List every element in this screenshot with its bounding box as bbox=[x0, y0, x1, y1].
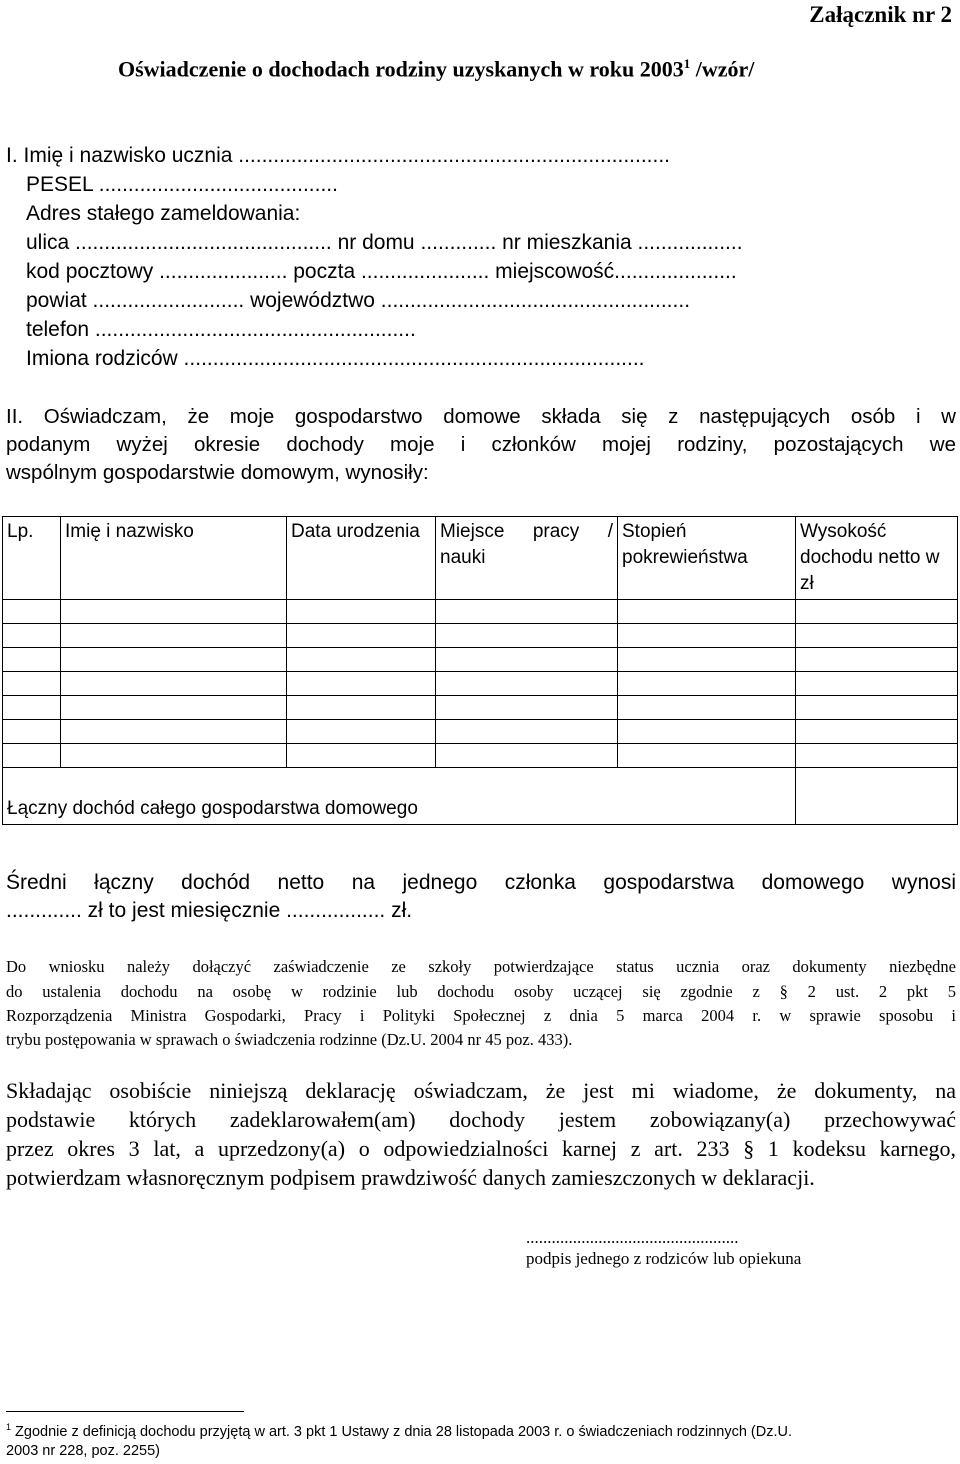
parents-names-field: Imiona rodziców ............................................................................... bbox=[26, 347, 645, 370]
footnote-line: 2003 nr 228, poz. 2255) bbox=[6, 1442, 160, 1459]
note-line: trybu postępowania w sprawach o świadczenia rodzinne (Dz.U. 2004 nr 45 poz. 433). bbox=[6, 1030, 573, 1049]
pesel-field: PESEL ......................................... bbox=[26, 173, 338, 196]
total-income-label: Łączny dochód całego gospodarstwa domowego bbox=[3, 768, 796, 825]
table-cell[interactable] bbox=[287, 744, 436, 768]
footnote-text: Zgodnie z definicją dochodu przyjętą w art. 3 pkt 1 Ustawy z dnia 28 listopada 2003 r. o świadczeniach rodzinnych (Dz.U. bbox=[15, 1423, 793, 1440]
table-cell[interactable] bbox=[618, 696, 796, 720]
table-cell[interactable] bbox=[61, 648, 287, 672]
average-income-line: Średni łączny dochód netto na jednego członka gospodarstwa domowego wynosi bbox=[6, 871, 956, 894]
table-cell[interactable] bbox=[3, 744, 61, 768]
table-cell[interactable] bbox=[436, 648, 618, 672]
total-income-cell[interactable] bbox=[796, 768, 958, 825]
table-cell[interactable] bbox=[796, 720, 958, 744]
table-cell[interactable] bbox=[287, 720, 436, 744]
student-name-field: I. Imię i nazwisko ucznia .......................................................................... bbox=[6, 144, 671, 167]
table-cell[interactable] bbox=[618, 744, 796, 768]
table-row bbox=[3, 720, 958, 744]
note-line: Do wniosku należy dołączyć zaświadczenie ze szkoły potwierdzające status ucznia oraz dokumenty niezbędne bbox=[6, 957, 956, 976]
table-cell[interactable] bbox=[618, 672, 796, 696]
table-cell[interactable] bbox=[618, 624, 796, 648]
household-income-table bbox=[2, 516, 958, 825]
table-cell[interactable] bbox=[618, 720, 796, 744]
table-cell[interactable] bbox=[287, 624, 436, 648]
table-cell[interactable] bbox=[618, 648, 796, 672]
table-cell[interactable] bbox=[3, 720, 61, 744]
table-cell[interactable] bbox=[618, 600, 796, 624]
attachment-label: Załącznik nr 2 bbox=[809, 2, 952, 27]
column-header-lp: Lp. bbox=[3, 517, 61, 600]
table-cell[interactable] bbox=[61, 672, 287, 696]
table-row bbox=[3, 624, 958, 648]
column-header-name: Imię i nazwisko bbox=[61, 517, 287, 600]
table-cell[interactable] bbox=[61, 720, 287, 744]
table-cell[interactable] bbox=[436, 720, 618, 744]
table-cell[interactable] bbox=[436, 600, 618, 624]
table-cell[interactable] bbox=[436, 744, 618, 768]
postal-field: kod pocztowy ...................... poczta ...................... miejscowość..................... bbox=[26, 260, 737, 283]
table-cell[interactable] bbox=[3, 672, 61, 696]
table-row bbox=[3, 744, 958, 768]
document-title-text: Oświadczenie o dochodach rodziny uzyskanych w roku 2003 bbox=[118, 56, 684, 82]
table-cell[interactable] bbox=[3, 624, 61, 648]
declaration-line: potwierdzam własnoręcznym podpisem prawdziwość danych zamieszczonych w deklaracji. bbox=[6, 1165, 815, 1190]
footnote-marker: 1 bbox=[6, 1422, 12, 1432]
statement-line: podanym wyżej okresie dochody moje i członków mojej rodziny, pozostających we bbox=[6, 433, 956, 456]
table-cell[interactable] bbox=[61, 624, 287, 648]
table-cell[interactable] bbox=[3, 600, 61, 624]
note-line: do ustalenia dochodu na osobę w rodzinie lub dochodu osoby uczącej się zgodnie z § 2 ust. 2 pkt 5 bbox=[6, 982, 956, 1001]
table-row bbox=[3, 648, 958, 672]
average-income-line: ............. zł to jest miesięcznie ................. zł. bbox=[6, 899, 413, 922]
table-cell[interactable] bbox=[796, 648, 958, 672]
column-header-birthdate: Data urodzenia bbox=[287, 517, 436, 600]
statement-line: wspólnym gospodarstwie domowym, wynosiły: bbox=[6, 461, 429, 484]
table-cell[interactable] bbox=[3, 696, 61, 720]
column-header-workplace: Miejsce pracy / nauki bbox=[436, 517, 618, 600]
table-cell[interactable] bbox=[3, 648, 61, 672]
column-header-income: Wysokość dochodu netto w zł bbox=[796, 517, 958, 600]
declaration-line: przez okres 3 lat, a uprzedzony(a) o odpowiedzialności karnej z art. 233 § 1 kodeksu karnego, bbox=[6, 1136, 956, 1161]
footnote-marker: 1 bbox=[683, 56, 691, 71]
statement-line: II. Oświadczam, że moje gospodarstwo domowe składa się z następujących osób i w bbox=[6, 405, 956, 428]
table-total-row bbox=[3, 768, 958, 825]
table-cell[interactable] bbox=[796, 624, 958, 648]
declaration-line: Składając osobiście niniejszą deklarację oświadczam, że jest mi wiadome, że dokumenty, na bbox=[6, 1078, 956, 1103]
table-cell[interactable] bbox=[287, 696, 436, 720]
table-cell[interactable] bbox=[796, 600, 958, 624]
table-row bbox=[3, 600, 958, 624]
table-cell[interactable] bbox=[61, 744, 287, 768]
document-title-suffix: /wzór/ bbox=[695, 56, 755, 82]
declaration-line: podstawie których zadeklarowałem(am) dochody jestem zobowiązany(a) przechowywać bbox=[6, 1107, 956, 1132]
note-line: Rozporządzenia Ministra Gospodarki, Pracy i Polityki Społecznej z dnia 5 marca 2004 r. w sprawie sposobu i bbox=[6, 1006, 956, 1025]
signature-line: .................................................. bbox=[526, 1228, 739, 1247]
table-cell[interactable] bbox=[287, 600, 436, 624]
table-header-row bbox=[3, 517, 958, 600]
phone-field: telefon ....................................................... bbox=[26, 318, 416, 341]
document-title bbox=[118, 56, 754, 82]
table-row bbox=[3, 696, 958, 720]
footnote-line bbox=[6, 1418, 956, 1442]
column-header-relationship: Stopień pokrewieństwa bbox=[618, 517, 796, 600]
table-cell[interactable] bbox=[287, 672, 436, 696]
table-cell[interactable] bbox=[796, 696, 958, 720]
county-field: powiat .......................... województwo ..................................................... bbox=[26, 289, 691, 312]
address-label: Adres stałego zameldowania: bbox=[26, 202, 301, 225]
table-cell[interactable] bbox=[436, 672, 618, 696]
table-cell[interactable] bbox=[436, 696, 618, 720]
street-field: ulica ............................................ nr domu ............. nr mieszkania .................. bbox=[26, 231, 743, 254]
table-cell[interactable] bbox=[61, 600, 287, 624]
footnote bbox=[6, 1418, 956, 1461]
table-row bbox=[3, 672, 958, 696]
table-cell[interactable] bbox=[287, 648, 436, 672]
table-cell[interactable] bbox=[796, 744, 958, 768]
signature-label: podpis jednego z rodziców lub opiekuna bbox=[526, 1249, 802, 1268]
table-cell[interactable] bbox=[436, 624, 618, 648]
table-cell[interactable] bbox=[61, 696, 287, 720]
footnote-divider bbox=[6, 1411, 244, 1412]
table-cell[interactable] bbox=[796, 672, 958, 696]
